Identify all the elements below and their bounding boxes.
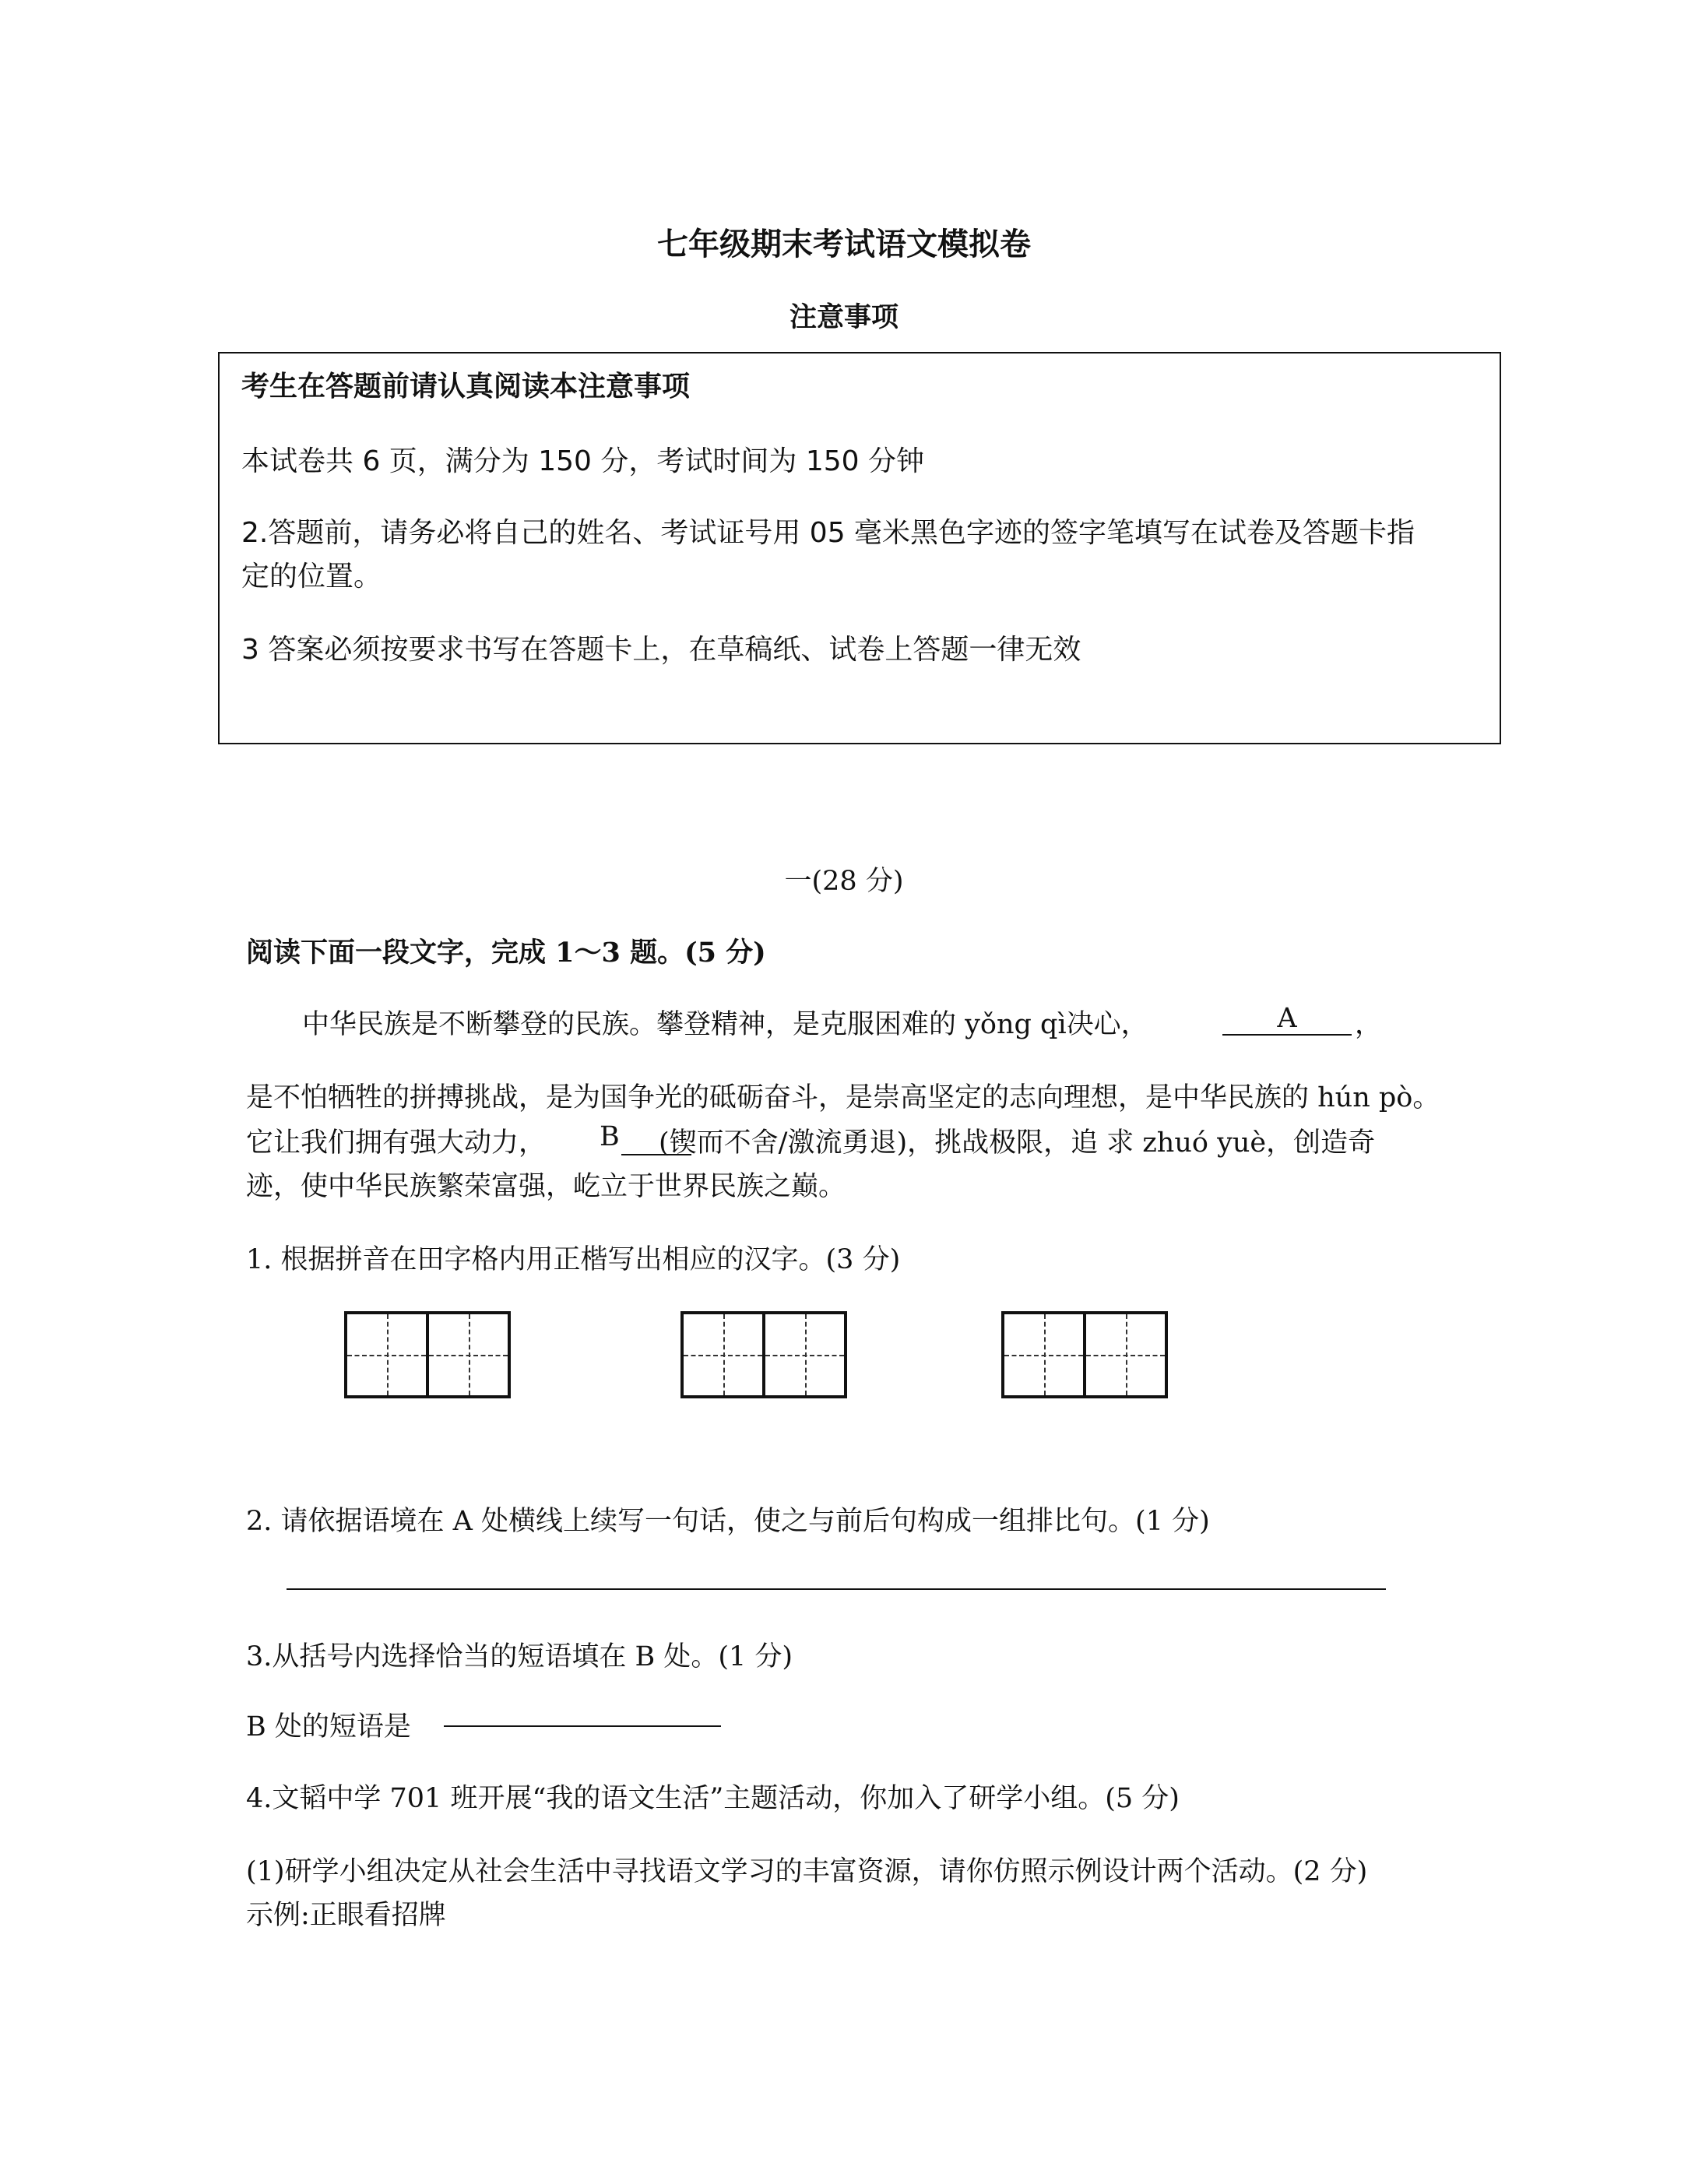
- reading-paragraph-line-1: [302, 1003, 1148, 1042]
- question-4-1: (1)研学小组决定从社会生活中寻找语文学习的丰富资源，请你仿照示例设计两个活动。(2 分): [246, 1856, 1368, 1887]
- question-1: 1. 根据拼音在田字格内用正楷写出相应的汉字。(3 分): [246, 1244, 901, 1275]
- reading-paragraph-line-3-pre: 它让我们拥有强大动力，: [246, 1127, 547, 1159]
- answer-line-q3[interactable]: [444, 1725, 721, 1727]
- notice-line-2b: 定的位置。: [241, 561, 382, 593]
- question-4-example: 示例:正眼看招牌: [246, 1900, 446, 1931]
- blank-b[interactable]: B: [600, 1121, 620, 1152]
- question-3: 3.从括号内选择恰当的短语填在 B 处。(1 分): [246, 1641, 793, 1672]
- reading-text-1: 中华民族是不断攀登的民族。攀登精神，是克服困难的 yǒng qì决心，: [302, 1009, 1148, 1040]
- tianzige-box-3[interactable]: [1001, 1311, 1168, 1398]
- notice-line-3: 3 答案必须按要求书写在答题卡上，在草稿纸、试卷上答题一律无效: [241, 634, 1081, 666]
- notice-heading: 考生在答题前请认真阅读本注意事项: [241, 371, 691, 403]
- notice-line-1: 本试卷共 6 页，满分为 150 分，考试时间为 150 分钟: [241, 445, 924, 477]
- tianzige-cell[interactable]: [762, 1314, 844, 1395]
- tianzige-cell[interactable]: [684, 1314, 762, 1395]
- section-heading: 一(28 分): [784, 866, 904, 897]
- blank-a-comma: ，: [1355, 1009, 1383, 1040]
- notice-subtitle: 注意事项: [789, 301, 899, 333]
- tianzige-cell[interactable]: [1004, 1314, 1083, 1395]
- tianzige-cell[interactable]: [426, 1314, 508, 1395]
- tianzige-cell[interactable]: [347, 1314, 426, 1395]
- answer-line-q2[interactable]: [287, 1588, 1386, 1590]
- reading-paragraph-line-4: 迹，使中华民族繁荣富强，屹立于世界民族之巅。: [246, 1171, 846, 1202]
- q3-answer-label: B 处的短语是: [246, 1711, 411, 1743]
- blank-a[interactable]: A: [1222, 1003, 1352, 1036]
- question-2: 2. 请依据语境在 A 处横线上续写一句话，使之与前后句构成一组排比句。(1 分): [246, 1506, 1210, 1537]
- reading-instruction: 阅读下面一段文字，完成 1～3 题。(5 分): [246, 937, 766, 969]
- tianzige-box-1[interactable]: [344, 1311, 511, 1398]
- tianzige-cell[interactable]: [1083, 1314, 1165, 1395]
- question-4: 4.文韬中学 701 班开展“我的语文生活”主题活动，你加入了研学小组。(5 分): [246, 1783, 1180, 1814]
- notice-line-2a: 2.答题前，请务必将自己的姓名、考试证号用 05 毫米黑色字迹的签字笔填写在试卷及答题卡指: [241, 517, 1415, 549]
- page-title: 七年级期末考试语文模拟卷: [657, 226, 1031, 262]
- reading-paragraph-line-2: 是不怕牺牲的拼搏挑战，是为国争光的砥砺奋斗，是崇高坚定的志向理想，是中华民族的 hún pò。: [246, 1082, 1440, 1113]
- reading-paragraph-line-3-post: (锲而不舍/激流勇退)，挑战极限，追 求 zhuó yuè，创造奇: [659, 1127, 1376, 1159]
- tianzige-box-2[interactable]: [680, 1311, 847, 1398]
